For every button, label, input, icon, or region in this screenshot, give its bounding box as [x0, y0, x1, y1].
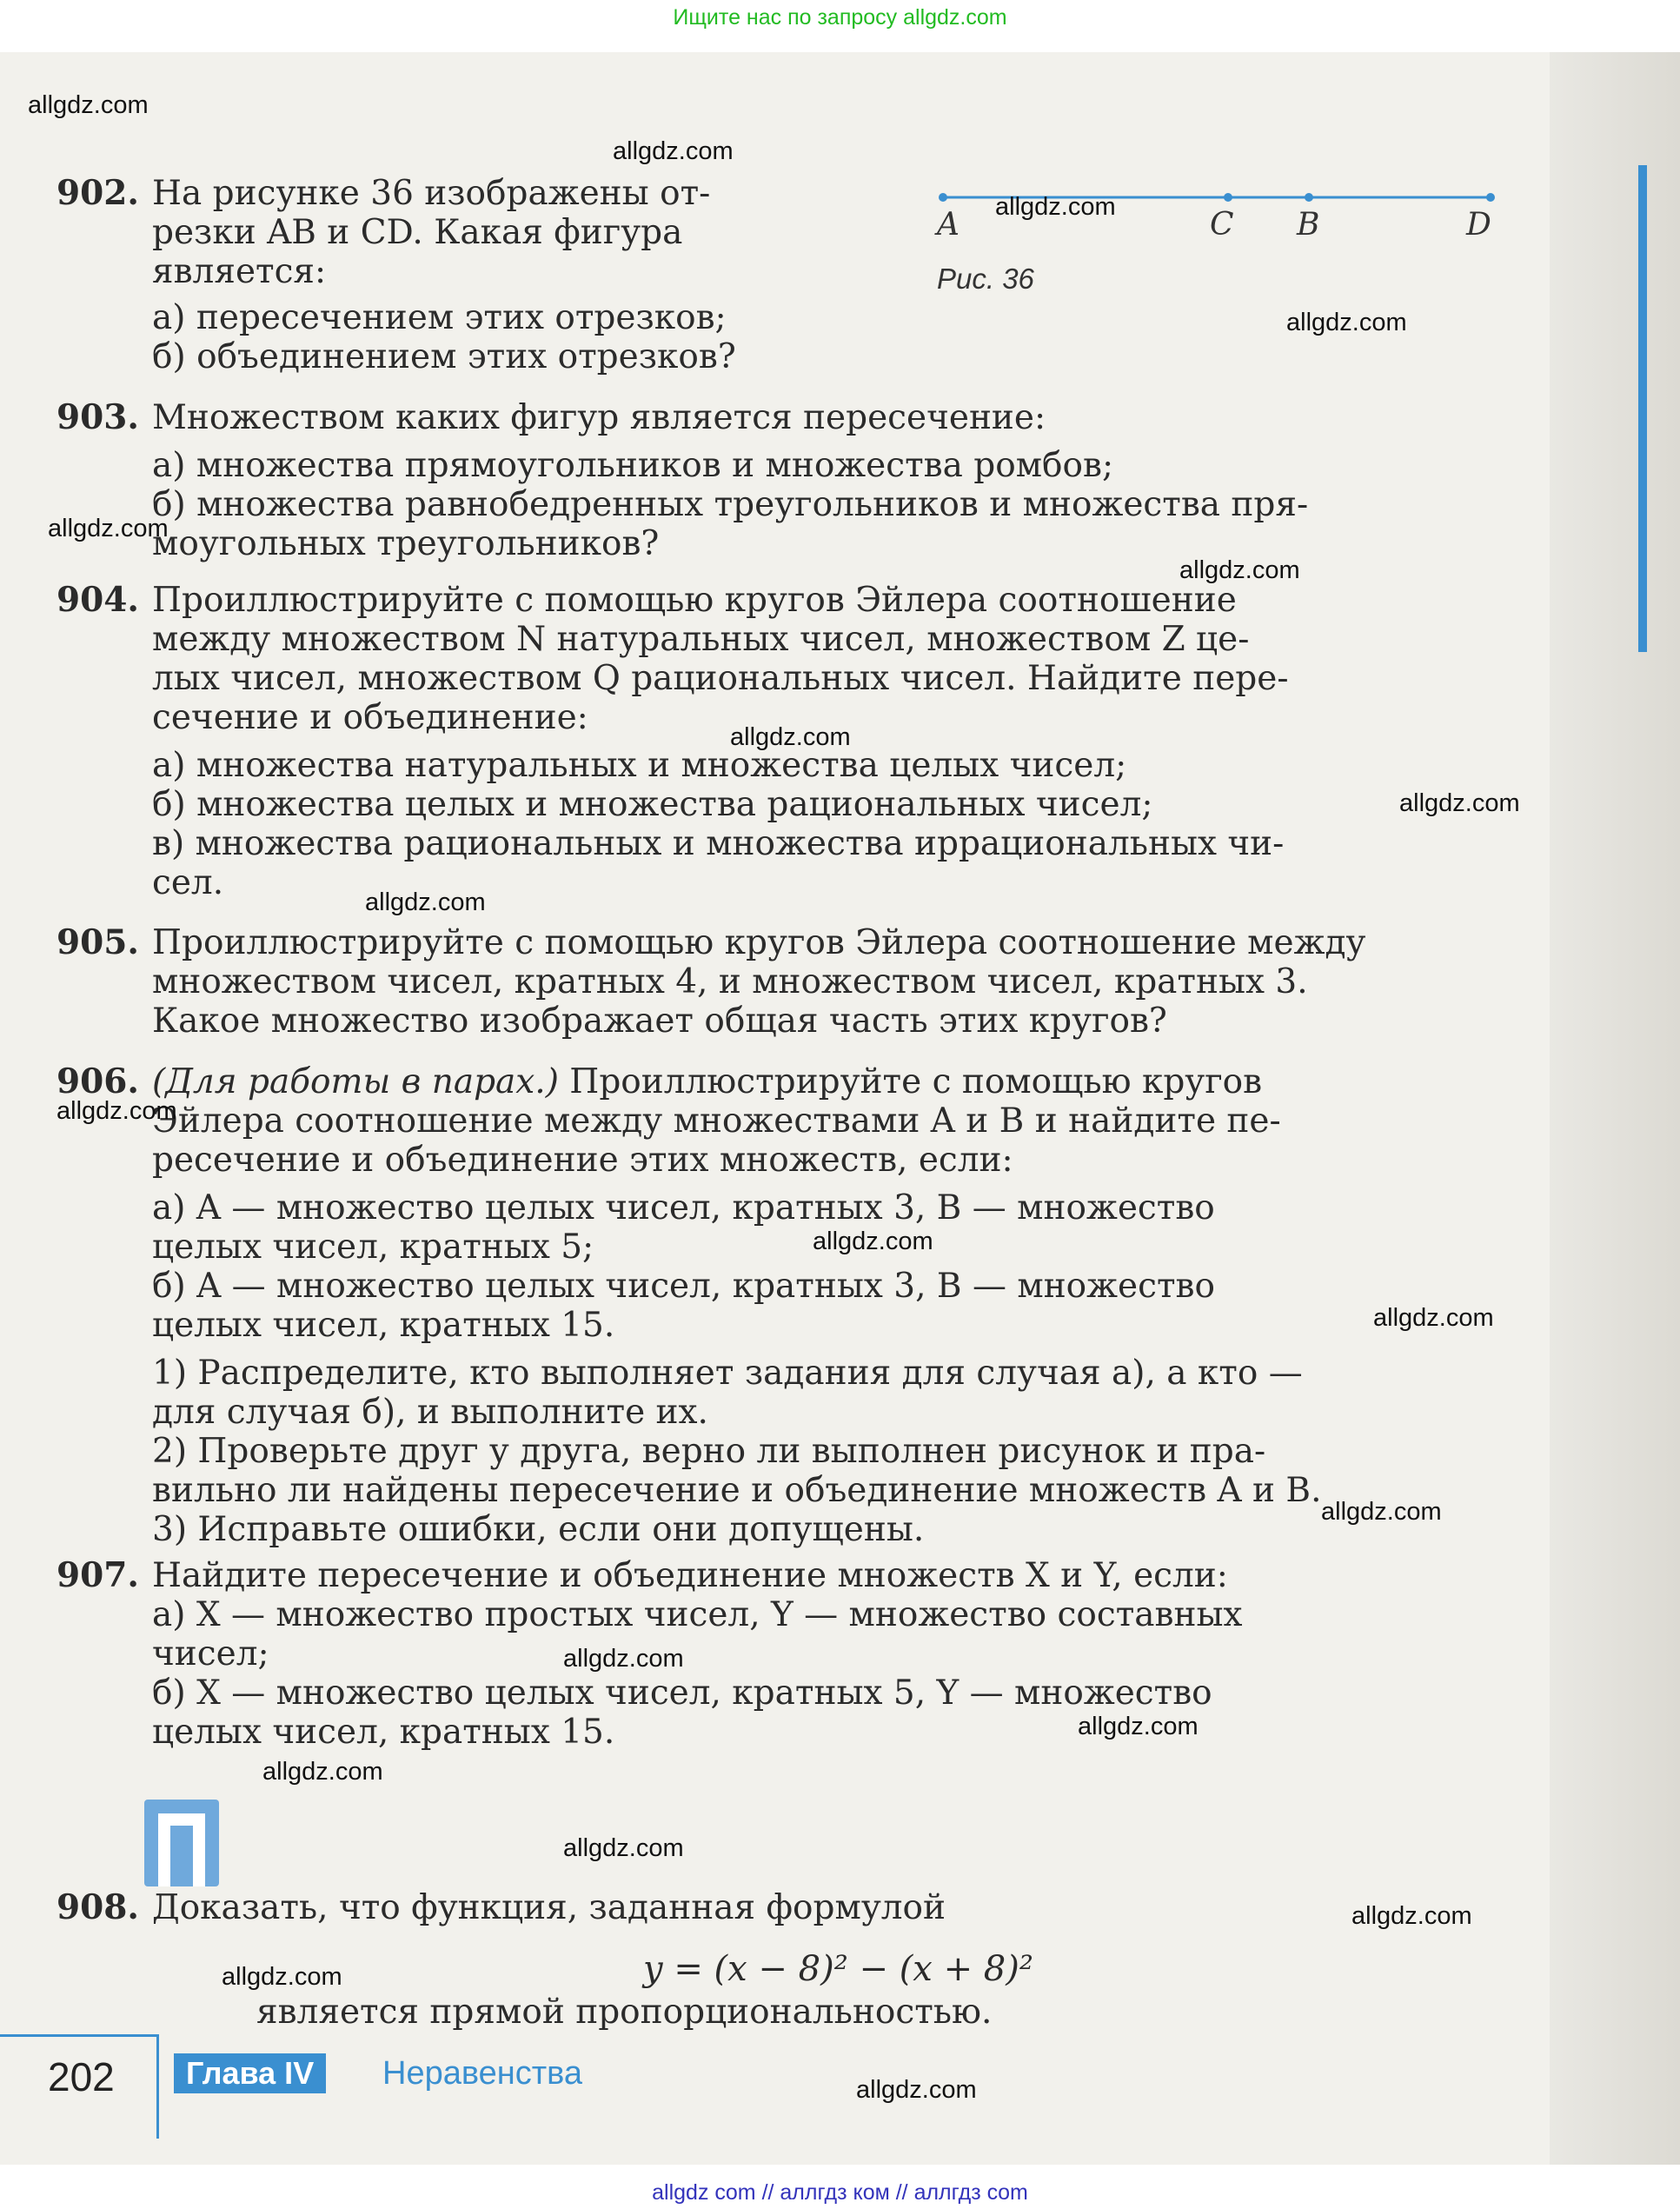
problem-903: 903. Множеством каких фигур является пересечение: а) множества прямоугольников и множества ромбов; б) множества равнобедренных треугольников и множества пря- моугольных треугольников? [56, 397, 1309, 563]
watermark: allgdz.com [1373, 1304, 1494, 1332]
watermark: allgdz.com [48, 515, 169, 542]
point-c [1224, 193, 1232, 202]
watermark: allgdz.com [1286, 309, 1407, 336]
bottom-banner[interactable]: allgdz com // аллгдз ком // аллгдз com [652, 2180, 1028, 2205]
watermark: allgdz.com [813, 1228, 933, 1255]
problem-904: 904. Проиллюстрируйте с помощью кругов Эйлера соотношение между множеством N натуральных чисел, множеством Z це- лых чисел, множеством Q рациональных чисел. Найдите пере- сечение и объединение: а) множества натуральных и множества целых чисел; б) множества целых и множества рациональных чисел; в) множества рациональных и множества иррациональных чи- сел. [56, 580, 1289, 902]
watermark: allgdz.com [365, 888, 486, 916]
watermark: allgdz.com [563, 1645, 684, 1673]
chapter-label: Глава IV [174, 2053, 326, 2093]
problem-902: 902. На рисунке 36 изображены от- резки AB и CD. Какая фигура является: а) пересечением этих отрезков; б) объединением этих отрезков? [56, 173, 736, 376]
problem-number: 904. [56, 580, 139, 620]
chapter-title: Неравенства [382, 2055, 583, 2092]
watermark: allgdz.com [995, 193, 1116, 221]
label-b: B [1297, 207, 1320, 243]
formula: y = (x − 8)² − (x + 8)² [643, 1949, 1033, 1989]
label-a: A [937, 207, 960, 243]
problem-905: 905. Проиллюстрируйте с помощью кругов Эйлера соотношение между множеством чисел, кратных 4, и множеством чисел, кратных 3. Какое множество изображает общая часть этих кругов? [56, 922, 1366, 1041]
watermark: allgdz.com [1351, 1902, 1472, 1930]
problem-number: 906. [56, 1061, 139, 1101]
problem-906: 906. (Для работы в парах.) Проиллюстрируйте с помощью кругов Эйлера соотношение между множествами A и B и найдите пе- ресечение и объединение этих множеств, если: а) A — множество целых чисел, кратных 3, B — множество целых чисел, кратных 5; б) A — множество целых чисел, кратных 3, B — множество целых чисел, кратных 15. 1) Распределите, кто выполняет задания для случая а), а кто — для случая б), и выполните их. 2) Проверьте друг у друга, верно ли выполнен рисунок и пра- вильно ли найдены пересечение и объединение множеств A и B. 3) Исправьте ошибки, если они допущены. [56, 1061, 1322, 1549]
problem-number: 907. [56, 1555, 139, 1595]
watermark: allgdz.com [1078, 1713, 1199, 1740]
problem-908-outro: является прямой пропорциональностью. [256, 1993, 993, 2032]
top-banner[interactable]: Ищите нас по запросу allgdz.com [673, 5, 1007, 30]
watermark: allgdz.com [222, 1963, 342, 1991]
problem-number: 905. [56, 922, 139, 962]
label-d: D [1466, 207, 1491, 243]
problem-number: 908. [56, 1887, 139, 1927]
watermark: allgdz.com [262, 1758, 383, 1786]
watermark: allgdz.com [56, 1097, 177, 1125]
page-fold-shadow [1550, 52, 1680, 2165]
next-page-bleed [1638, 165, 1647, 652]
watermark: allgdz.com [1179, 556, 1300, 584]
watermark: allgdz.com [563, 1834, 684, 1862]
problem-number: 903. [56, 397, 139, 437]
watermark: allgdz.com [1321, 1498, 1442, 1526]
figure-caption: Рис. 36 [937, 263, 1034, 295]
point-b [1305, 193, 1313, 202]
problem-907: 907. Найдите пересечение и объединение множеств X и Y, если: а) X — множество простых чисел, Y — множество составных чисел; б) X — множество целых чисел, кратных 5, Y — множество целых чисел, кратных 15. [56, 1555, 1243, 1752]
watermark: allgdz.com [730, 723, 851, 751]
point-a [939, 193, 947, 202]
problem-908: 908. Доказать, что функция, заданная формулой [56, 1887, 946, 1927]
practice-badge-icon [144, 1800, 219, 1886]
watermark: allgdz.com [856, 2076, 977, 2104]
watermark: allgdz.com [1399, 789, 1520, 817]
label-c: C [1210, 207, 1234, 243]
watermark: allgdz.com [28, 91, 149, 119]
page-number: 202 [48, 2054, 115, 2099]
watermark: allgdz.com [613, 137, 734, 165]
footer-rule-vertical [156, 2034, 159, 2139]
problem-number: 902. [56, 173, 139, 213]
point-d [1486, 193, 1495, 202]
footer-rule [0, 2034, 156, 2037]
